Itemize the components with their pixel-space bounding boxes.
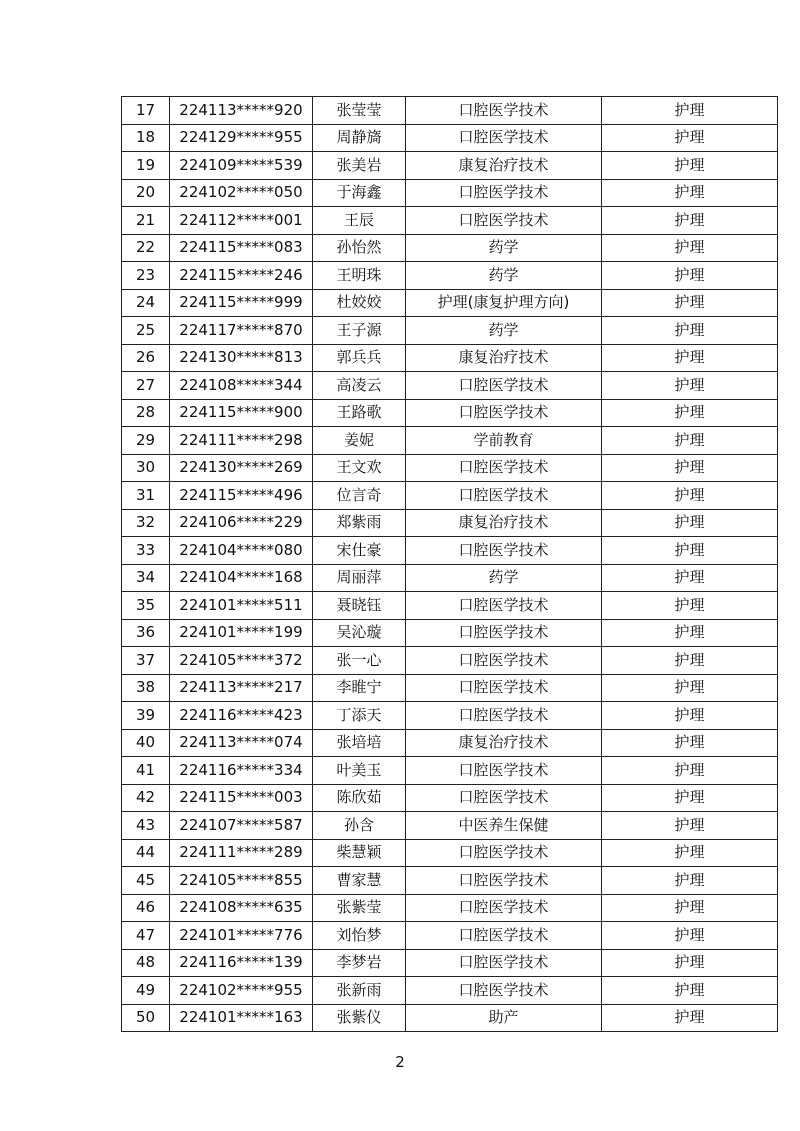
- target-major-cell: 护理: [602, 482, 778, 510]
- table-row: [122, 372, 778, 400]
- student-id-cell: 224111*****298: [170, 427, 313, 455]
- student-id-cell: 224117*****870: [170, 317, 313, 345]
- student-id-cell: 224116*****423: [170, 702, 313, 730]
- student-name-cell: 孙怡然: [313, 234, 406, 262]
- student-name-cell: 宋仕豪: [313, 537, 406, 565]
- student-name-cell: 叶美玉: [313, 757, 406, 785]
- row-number-cell: 19: [122, 152, 170, 180]
- original-major-cell: 口腔医学技术: [406, 894, 602, 922]
- row-number-cell: 36: [122, 619, 170, 647]
- table-row: [122, 674, 778, 702]
- target-major-cell: 护理: [602, 647, 778, 675]
- student-id-cell: 224129*****955: [170, 124, 313, 152]
- original-major-cell: 口腔医学技术: [406, 207, 602, 235]
- original-major-cell: 护理(康复护理方向): [406, 289, 602, 317]
- student-name-cell: 郑紫雨: [313, 509, 406, 537]
- target-major-cell: 护理: [602, 262, 778, 290]
- student-name-cell: 张美岩: [313, 152, 406, 180]
- student-name-cell: 刘怡梦: [313, 922, 406, 950]
- row-number-cell: 18: [122, 124, 170, 152]
- student-name-cell: 张紫仪: [313, 1004, 406, 1032]
- target-major-cell: 护理: [602, 454, 778, 482]
- table-row: [122, 124, 778, 152]
- student-name-cell: 李梦岩: [313, 949, 406, 977]
- table-row: [122, 867, 778, 895]
- original-major-cell: 康复治疗技术: [406, 344, 602, 372]
- student-id-cell: 224113*****217: [170, 674, 313, 702]
- row-number-cell: 42: [122, 784, 170, 812]
- original-major-cell: 口腔医学技术: [406, 399, 602, 427]
- original-major-cell: 康复治疗技术: [406, 152, 602, 180]
- student-name-cell: 陈欣茹: [313, 784, 406, 812]
- original-major-cell: 口腔医学技术: [406, 372, 602, 400]
- original-major-cell: 口腔医学技术: [406, 619, 602, 647]
- row-number-cell: 25: [122, 317, 170, 345]
- student-name-cell: 孙含: [313, 812, 406, 840]
- target-major-cell: 护理: [602, 564, 778, 592]
- target-major-cell: 护理: [602, 509, 778, 537]
- table-row: [122, 647, 778, 675]
- student-id-cell: 224112*****001: [170, 207, 313, 235]
- table-row: [122, 97, 778, 125]
- table-row: [122, 454, 778, 482]
- row-number-cell: 24: [122, 289, 170, 317]
- target-major-cell: 护理: [602, 674, 778, 702]
- target-major-cell: 护理: [602, 592, 778, 620]
- table-row: [122, 234, 778, 262]
- target-major-cell: 护理: [602, 234, 778, 262]
- student-name-cell: 张一心: [313, 647, 406, 675]
- row-number-cell: 28: [122, 399, 170, 427]
- table-row: [122, 977, 778, 1005]
- target-major-cell: 护理: [602, 729, 778, 757]
- table-row: [122, 179, 778, 207]
- student-id-cell: 224101*****163: [170, 1004, 313, 1032]
- student-name-cell: 王明珠: [313, 262, 406, 290]
- student-name-cell: 王文欢: [313, 454, 406, 482]
- student-id-cell: 224115*****496: [170, 482, 313, 510]
- student-list-table: [121, 96, 778, 1032]
- original-major-cell: 助产: [406, 1004, 602, 1032]
- table-row: [122, 399, 778, 427]
- student-id-cell: 224130*****269: [170, 454, 313, 482]
- student-id-cell: 224105*****372: [170, 647, 313, 675]
- original-major-cell: 康复治疗技术: [406, 509, 602, 537]
- row-number-cell: 32: [122, 509, 170, 537]
- table-row: [122, 839, 778, 867]
- target-major-cell: 护理: [602, 317, 778, 345]
- row-number-cell: 30: [122, 454, 170, 482]
- row-number-cell: 39: [122, 702, 170, 730]
- target-major-cell: 护理: [602, 152, 778, 180]
- student-name-cell: 姜妮: [313, 427, 406, 455]
- table-row: [122, 619, 778, 647]
- table-row: [122, 317, 778, 345]
- student-name-cell: 丁添天: [313, 702, 406, 730]
- student-id-cell: 224105*****855: [170, 867, 313, 895]
- student-name-cell: 张紫莹: [313, 894, 406, 922]
- student-id-cell: 224102*****955: [170, 977, 313, 1005]
- original-major-cell: 药学: [406, 262, 602, 290]
- row-number-cell: 37: [122, 647, 170, 675]
- student-name-cell: 张莹莹: [313, 97, 406, 125]
- student-name-cell: 王路歌: [313, 399, 406, 427]
- student-id-cell: 224101*****776: [170, 922, 313, 950]
- student-id-cell: 224101*****199: [170, 619, 313, 647]
- table-row: [122, 344, 778, 372]
- original-major-cell: 口腔医学技术: [406, 757, 602, 785]
- table-row: [122, 894, 778, 922]
- student-id-cell: 224130*****813: [170, 344, 313, 372]
- table-row: [122, 784, 778, 812]
- student-name-cell: 张培培: [313, 729, 406, 757]
- row-number-cell: 48: [122, 949, 170, 977]
- page-number: 2: [395, 1053, 405, 1071]
- row-number-cell: 47: [122, 922, 170, 950]
- target-major-cell: 护理: [602, 619, 778, 647]
- student-name-cell: 王辰: [313, 207, 406, 235]
- student-list-table-container: [121, 96, 777, 1032]
- original-major-cell: 口腔医学技术: [406, 949, 602, 977]
- student-id-cell: 224116*****334: [170, 757, 313, 785]
- student-id-cell: 224102*****050: [170, 179, 313, 207]
- row-number-cell: 35: [122, 592, 170, 620]
- student-id-cell: 224108*****635: [170, 894, 313, 922]
- table-row: [122, 922, 778, 950]
- student-name-cell: 曹家慧: [313, 867, 406, 895]
- original-major-cell: 药学: [406, 564, 602, 592]
- row-number-cell: 22: [122, 234, 170, 262]
- student-name-cell: 位言奇: [313, 482, 406, 510]
- target-major-cell: 护理: [602, 812, 778, 840]
- original-major-cell: 口腔医学技术: [406, 839, 602, 867]
- original-major-cell: 口腔医学技术: [406, 784, 602, 812]
- original-major-cell: 口腔医学技术: [406, 647, 602, 675]
- target-major-cell: 护理: [602, 867, 778, 895]
- table-row: [122, 757, 778, 785]
- row-number-cell: 23: [122, 262, 170, 290]
- table-row: [122, 427, 778, 455]
- table-row: [122, 702, 778, 730]
- row-number-cell: 27: [122, 372, 170, 400]
- student-name-cell: 吴沁璇: [313, 619, 406, 647]
- original-major-cell: 口腔医学技术: [406, 97, 602, 125]
- target-major-cell: 护理: [602, 399, 778, 427]
- student-id-cell: 224104*****080: [170, 537, 313, 565]
- original-major-cell: 口腔医学技术: [406, 977, 602, 1005]
- student-name-cell: 王子源: [313, 317, 406, 345]
- student-id-cell: 224109*****539: [170, 152, 313, 180]
- original-major-cell: 康复治疗技术: [406, 729, 602, 757]
- target-major-cell: 护理: [602, 949, 778, 977]
- row-number-cell: 33: [122, 537, 170, 565]
- original-major-cell: 学前教育: [406, 427, 602, 455]
- row-number-cell: 45: [122, 867, 170, 895]
- table-row: [122, 564, 778, 592]
- target-major-cell: 护理: [602, 757, 778, 785]
- student-id-cell: 224115*****999: [170, 289, 313, 317]
- original-major-cell: 口腔医学技术: [406, 179, 602, 207]
- target-major-cell: 护理: [602, 124, 778, 152]
- target-major-cell: 护理: [602, 977, 778, 1005]
- target-major-cell: 护理: [602, 372, 778, 400]
- table-row: [122, 289, 778, 317]
- student-id-cell: 224115*****900: [170, 399, 313, 427]
- table-row: [122, 482, 778, 510]
- student-id-cell: 224111*****289: [170, 839, 313, 867]
- row-number-cell: 38: [122, 674, 170, 702]
- target-major-cell: 护理: [602, 427, 778, 455]
- student-name-cell: 聂晓钰: [313, 592, 406, 620]
- target-major-cell: 护理: [602, 894, 778, 922]
- row-number-cell: 50: [122, 1004, 170, 1032]
- row-number-cell: 43: [122, 812, 170, 840]
- table-row: [122, 729, 778, 757]
- original-major-cell: 口腔医学技术: [406, 537, 602, 565]
- table-row: [122, 949, 778, 977]
- student-id-cell: 224113*****920: [170, 97, 313, 125]
- student-id-cell: 224108*****344: [170, 372, 313, 400]
- table-body: [122, 97, 778, 1032]
- original-major-cell: 口腔医学技术: [406, 867, 602, 895]
- original-major-cell: 口腔医学技术: [406, 454, 602, 482]
- student-name-cell: 高凌云: [313, 372, 406, 400]
- student-id-cell: 224116*****139: [170, 949, 313, 977]
- target-major-cell: 护理: [602, 179, 778, 207]
- student-name-cell: 张新雨: [313, 977, 406, 1005]
- student-id-cell: 224113*****074: [170, 729, 313, 757]
- student-name-cell: 李睢宁: [313, 674, 406, 702]
- target-major-cell: 护理: [602, 1004, 778, 1032]
- row-number-cell: 34: [122, 564, 170, 592]
- original-major-cell: 口腔医学技术: [406, 124, 602, 152]
- original-major-cell: 口腔医学技术: [406, 674, 602, 702]
- student-name-cell: 郭兵兵: [313, 344, 406, 372]
- target-major-cell: 护理: [602, 289, 778, 317]
- student-id-cell: 224115*****003: [170, 784, 313, 812]
- student-id-cell: 224115*****083: [170, 234, 313, 262]
- row-number-cell: 40: [122, 729, 170, 757]
- table-row: [122, 509, 778, 537]
- student-id-cell: 224104*****168: [170, 564, 313, 592]
- target-major-cell: 护理: [602, 97, 778, 125]
- row-number-cell: 31: [122, 482, 170, 510]
- original-major-cell: 口腔医学技术: [406, 922, 602, 950]
- student-name-cell: 周丽萍: [313, 564, 406, 592]
- student-id-cell: 224106*****229: [170, 509, 313, 537]
- row-number-cell: 20: [122, 179, 170, 207]
- student-name-cell: 柴慧颖: [313, 839, 406, 867]
- table-row: [122, 537, 778, 565]
- row-number-cell: 46: [122, 894, 170, 922]
- row-number-cell: 44: [122, 839, 170, 867]
- row-number-cell: 21: [122, 207, 170, 235]
- table-row: [122, 262, 778, 290]
- target-major-cell: 护理: [602, 922, 778, 950]
- student-name-cell: 周静旖: [313, 124, 406, 152]
- target-major-cell: 护理: [602, 839, 778, 867]
- original-major-cell: 中医养生保健: [406, 812, 602, 840]
- row-number-cell: 41: [122, 757, 170, 785]
- original-major-cell: 药学: [406, 234, 602, 262]
- original-major-cell: 口腔医学技术: [406, 702, 602, 730]
- target-major-cell: 护理: [602, 207, 778, 235]
- student-id-cell: 224107*****587: [170, 812, 313, 840]
- student-id-cell: 224115*****246: [170, 262, 313, 290]
- target-major-cell: 护理: [602, 784, 778, 812]
- row-number-cell: 17: [122, 97, 170, 125]
- target-major-cell: 护理: [602, 537, 778, 565]
- student-name-cell: 于海鑫: [313, 179, 406, 207]
- row-number-cell: 26: [122, 344, 170, 372]
- student-id-cell: 224101*****511: [170, 592, 313, 620]
- row-number-cell: 49: [122, 977, 170, 1005]
- original-major-cell: 口腔医学技术: [406, 592, 602, 620]
- table-row: [122, 1004, 778, 1032]
- original-major-cell: 口腔医学技术: [406, 482, 602, 510]
- target-major-cell: 护理: [602, 344, 778, 372]
- original-major-cell: 药学: [406, 317, 602, 345]
- target-major-cell: 护理: [602, 702, 778, 730]
- table-row: [122, 812, 778, 840]
- table-row: [122, 207, 778, 235]
- student-name-cell: 杜姣姣: [313, 289, 406, 317]
- table-row: [122, 592, 778, 620]
- row-number-cell: 29: [122, 427, 170, 455]
- table-row: [122, 152, 778, 180]
